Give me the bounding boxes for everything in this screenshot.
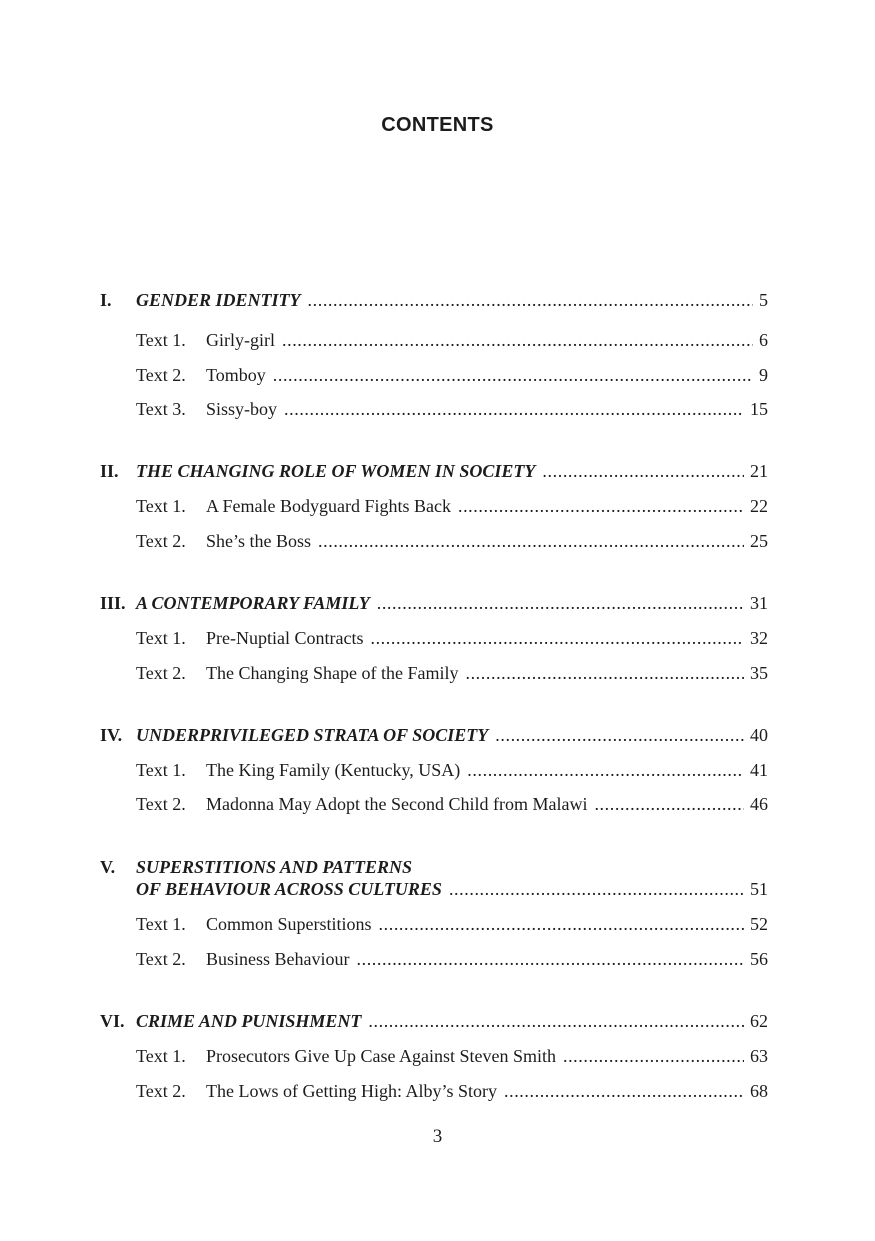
- toc-entry: [136, 912, 768, 936]
- toc-section-5-continued: [136, 877, 768, 901]
- section-number: V.: [100, 857, 116, 877]
- entry-label: Text 2.: [136, 949, 186, 969]
- entry-page: 32: [750, 628, 768, 648]
- entry-title: Pre-Nuptial Contracts: [206, 628, 364, 648]
- entry-page: 68: [750, 1081, 768, 1101]
- toc-section-1: [100, 288, 768, 312]
- toc-section-4: [100, 723, 768, 747]
- dot-leader: [379, 912, 744, 936]
- entry-label: Text 2.: [136, 663, 186, 683]
- dot-leader: [273, 363, 753, 387]
- section-number: II.: [100, 461, 119, 481]
- toc-entry: [136, 494, 768, 518]
- entry-title: A Female Bodyguard Fights Back: [206, 496, 451, 516]
- entry-title: Prosecutors Give Up Case Against Steven Smith: [206, 1046, 556, 1066]
- toc-entry: [136, 363, 768, 387]
- entry-label: Text 2.: [136, 1081, 186, 1101]
- dot-leader: [594, 792, 744, 816]
- dot-leader: [370, 626, 744, 650]
- entry-label: Text 1.: [136, 1046, 186, 1066]
- section-page: 40: [750, 725, 768, 745]
- dot-leader: [284, 397, 744, 421]
- entry-label: Text 3.: [136, 399, 186, 419]
- entry-title: Girly-girl: [206, 330, 275, 350]
- entry-label: Text 1.: [136, 914, 186, 934]
- entry-page: 46: [750, 794, 768, 814]
- entry-page: 41: [750, 760, 768, 780]
- section-number: III.: [100, 593, 126, 613]
- dot-leader: [504, 1079, 744, 1103]
- entry-title: Common Superstitions: [206, 914, 372, 934]
- section-number: I.: [100, 290, 112, 310]
- dot-leader: [467, 758, 744, 782]
- toc-entry: [136, 792, 768, 816]
- entry-title: Madonna May Adopt the Second Child from Malawi: [206, 794, 588, 814]
- dot-leader: [563, 1044, 744, 1068]
- toc-entry: [136, 758, 768, 782]
- entry-label: Text 1.: [136, 330, 186, 350]
- entry-page: 63: [750, 1046, 768, 1066]
- toc-entry: [136, 947, 768, 971]
- section-page: 62: [750, 1011, 768, 1031]
- section-title: THE CHANGING ROLE OF WOMEN IN SOCIETY: [136, 461, 536, 481]
- entry-page: 56: [750, 949, 768, 969]
- entry-label: Text 1.: [136, 496, 186, 516]
- page-title: CONTENTS: [381, 114, 494, 136]
- section-page: 31: [750, 593, 768, 613]
- toc-section-6: [100, 1009, 768, 1033]
- entry-title: The Changing Shape of the Family: [206, 663, 459, 683]
- toc-entry: [136, 1079, 768, 1103]
- toc-entry: [136, 397, 768, 421]
- dot-leader: [542, 459, 744, 483]
- entry-label: Text 2.: [136, 531, 186, 551]
- entry-title: Business Behaviour: [206, 949, 350, 969]
- toc-section-5: [100, 855, 768, 879]
- toc-entry: [136, 529, 768, 553]
- toc-section-2: [100, 459, 768, 483]
- entry-page: 52: [750, 914, 768, 934]
- section-title-line-1: SUPERSTITIONS AND PATTERNS: [136, 857, 413, 877]
- dot-leader: [495, 723, 744, 747]
- dot-leader: [377, 591, 744, 615]
- entry-label: Text 2.: [136, 365, 186, 385]
- dot-leader: [449, 877, 744, 901]
- toc-entry: [136, 661, 768, 685]
- entry-page: 15: [750, 399, 768, 419]
- entry-title: Sissy-boy: [206, 399, 278, 419]
- entry-label: Text 2.: [136, 794, 186, 814]
- entry-title: The Lows of Getting High: Alby’s Story: [206, 1081, 497, 1101]
- entry-page: 9: [759, 365, 768, 385]
- dot-leader: [357, 947, 745, 971]
- section-title: CRIME AND PUNISHMENT: [136, 1011, 362, 1031]
- entry-title: Tomboy: [206, 365, 266, 385]
- section-title: GENDER IDENTITY: [136, 290, 301, 310]
- dot-leader: [318, 529, 744, 553]
- toc-entry: [136, 1044, 768, 1068]
- toc-entry: [136, 626, 768, 650]
- section-title-line-2: OF BEHAVIOUR ACROSS CULTURES: [136, 879, 442, 899]
- section-title: UNDERPRIVILEGED STRATA OF SOCIETY: [136, 725, 489, 745]
- toc-entry: [136, 328, 768, 352]
- entry-page: 6: [759, 330, 768, 350]
- entry-title: The King Family (Kentucky, USA): [206, 760, 461, 780]
- entry-label: Text 1.: [136, 628, 186, 648]
- dot-leader: [465, 661, 744, 685]
- entry-page: 35: [750, 663, 768, 683]
- section-number: VI.: [100, 1011, 125, 1031]
- dot-leader: [368, 1009, 744, 1033]
- entry-title: She’s the Boss: [206, 531, 312, 551]
- entry-page: 25: [750, 531, 768, 551]
- toc-section-3: [100, 591, 768, 615]
- page-number: 3: [432, 1126, 443, 1147]
- entry-label: Text 1.: [136, 760, 186, 780]
- section-page: 51: [750, 879, 768, 899]
- dot-leader: [308, 288, 753, 312]
- dot-leader: [458, 494, 744, 518]
- entry-page: 22: [750, 496, 768, 516]
- section-page: 5: [759, 290, 768, 310]
- section-page: 21: [750, 461, 768, 481]
- section-title: A CONTEMPORARY FAMILY: [136, 593, 370, 613]
- section-number: IV.: [100, 725, 123, 745]
- dot-leader: [282, 328, 753, 352]
